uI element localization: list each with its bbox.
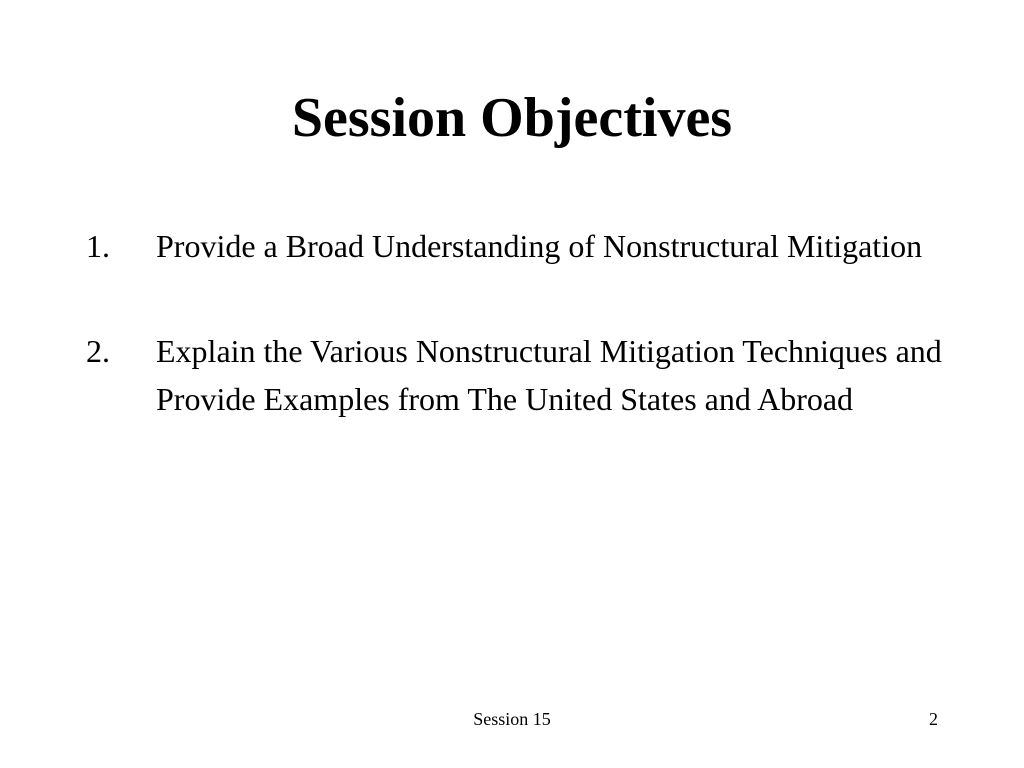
objective-text: Explain the Various Nonstructural Mitigation Techniques and Provide Examples from The United States and Abroad (156, 333, 942, 417)
objective-number: 2. (86, 333, 110, 369)
slide-title: Session Objectives (291, 87, 733, 149)
objective-item-2 (86, 327, 996, 423)
footer-session-label: Session 15 (473, 709, 551, 729)
objective-number: 1. (86, 228, 110, 264)
objective-text: Provide a Broad Understanding of Nonstructural Mitigation (156, 228, 923, 264)
footer-page-number: 2 (929, 709, 938, 729)
objective-item-1 (86, 222, 996, 270)
objectives-list (86, 222, 996, 480)
